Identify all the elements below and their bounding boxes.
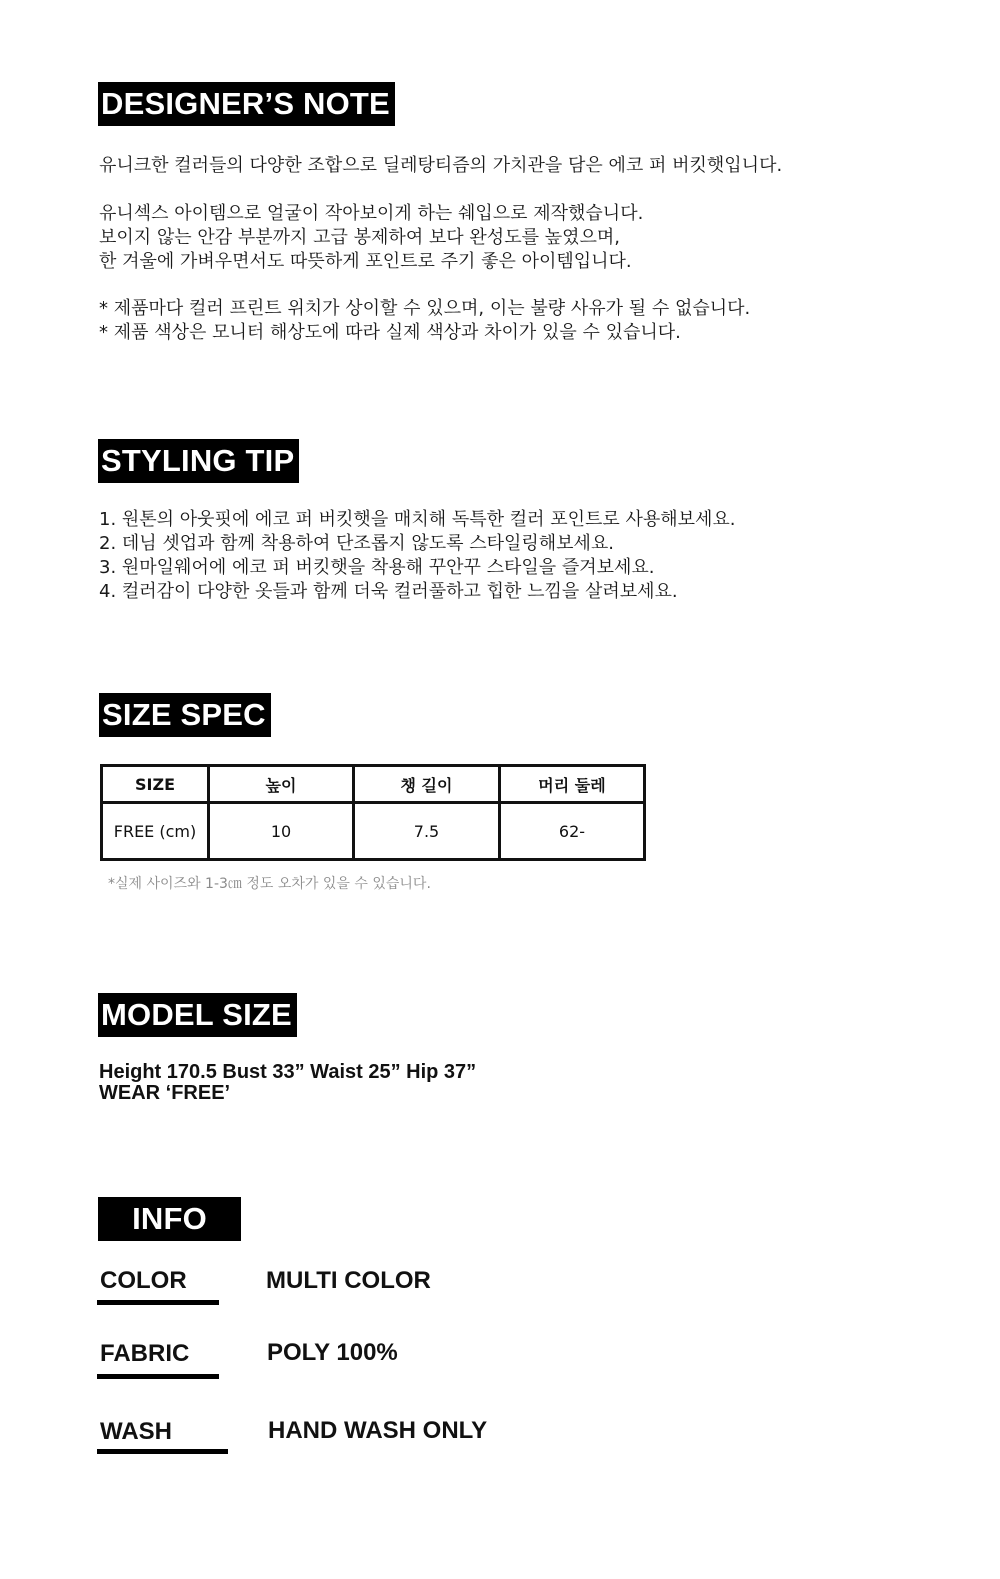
size-spec-cell: 7.5: [354, 803, 500, 860]
size-spec-header-cell: 챙 길이: [354, 766, 500, 803]
size-spec-heading: SIZE SPEC: [99, 693, 271, 737]
size-spec-cell: 10: [209, 803, 354, 860]
designers-note-disclaimer: [99, 297, 750, 345]
size-spec-header-cell: SIZE: [102, 766, 209, 803]
styling-tip-item: 4. 컬러감이 다양한 옷들과 함께 더욱 컬러풀하고 힙한 느낌을 살려보세요.: [99, 581, 678, 602]
styling-tip-list: [99, 508, 736, 604]
size-spec-cell: 62-: [500, 803, 645, 860]
size-spec-header-row: [102, 766, 645, 803]
model-wear-size: WEAR ‘FREE’: [99, 1082, 231, 1104]
styling-tip-heading: STYLING TIP: [98, 439, 299, 483]
note-line: 유니섹스 아이템으로 얼굴이 작아보이게 하는 쉐입으로 제작했습니다.: [99, 203, 644, 224]
info-fabric-underline: [97, 1374, 219, 1379]
designers-note-heading: DESIGNER’S NOTE: [98, 82, 395, 126]
size-spec-table: [100, 764, 646, 861]
info-wash-value: HAND WASH ONLY: [268, 1417, 488, 1444]
info-wash-label: WASH: [100, 1418, 172, 1445]
note-line: * 제품 색상은 모니터 해상도에 따라 실제 색상과 차이가 있을 수 있습니다.: [99, 322, 681, 343]
info-fabric-label: FABRIC: [100, 1340, 190, 1367]
note-line: 한 겨울에 가벼우면서도 따뜻하게 포인트로 주기 좋은 아이템입니다.: [99, 251, 632, 272]
info-heading: INFO: [98, 1197, 241, 1241]
size-spec-row: [102, 803, 645, 860]
note-line: * 제품마다 컬러 프린트 위치가 상이할 수 있으며, 이는 불량 사유가 될 수 없습니다.: [99, 298, 751, 319]
designers-note-paragraph-2: [99, 202, 643, 274]
size-spec-header-cell: 머리 둘레: [500, 766, 645, 803]
info-color-value: MULTI COLOR: [266, 1267, 431, 1294]
note-line: 유니크한 컬러들의 다양한 조합으로 딜레탕티즘의 가치관을 담은 에코 퍼 버킷햇입니다.: [99, 155, 783, 176]
note-line: 보이지 않는 안감 부분까지 고급 봉제하여 보다 완성도를 높였으며,: [99, 227, 620, 248]
info-color-label: COLOR: [100, 1267, 187, 1294]
model-size-info: [99, 1062, 476, 1104]
styling-tip-item: 1. 원톤의 아웃핏에 에코 퍼 버킷햇을 매치해 독특한 컬러 포인트로 사용해보세요.: [99, 509, 736, 530]
model-size-heading: MODEL SIZE: [98, 993, 297, 1037]
size-spec-cell: FREE (cm): [102, 803, 209, 860]
designers-note-paragraph-1: [99, 154, 782, 178]
size-spec-note: *실제 사이즈와 1-3㎝ 정도 오차가 있을 수 있습니다.: [108, 876, 431, 892]
info-wash-underline: [97, 1449, 228, 1454]
styling-tip-item: 2. 데님 셋업과 함께 착용하여 단조롭지 않도록 스타일링해보세요.: [99, 533, 615, 554]
info-fabric-value: POLY 100%: [267, 1339, 398, 1366]
size-spec-header-cell: 높이: [209, 766, 354, 803]
model-measurements: Height 170.5 Bust 33” Waist 25” Hip 37”: [99, 1061, 477, 1083]
info-color-underline: [97, 1300, 219, 1305]
styling-tip-item: 3. 원마일웨어에 에코 퍼 버킷햇을 착용해 꾸안꾸 스타일을 즐겨보세요.: [99, 557, 655, 578]
